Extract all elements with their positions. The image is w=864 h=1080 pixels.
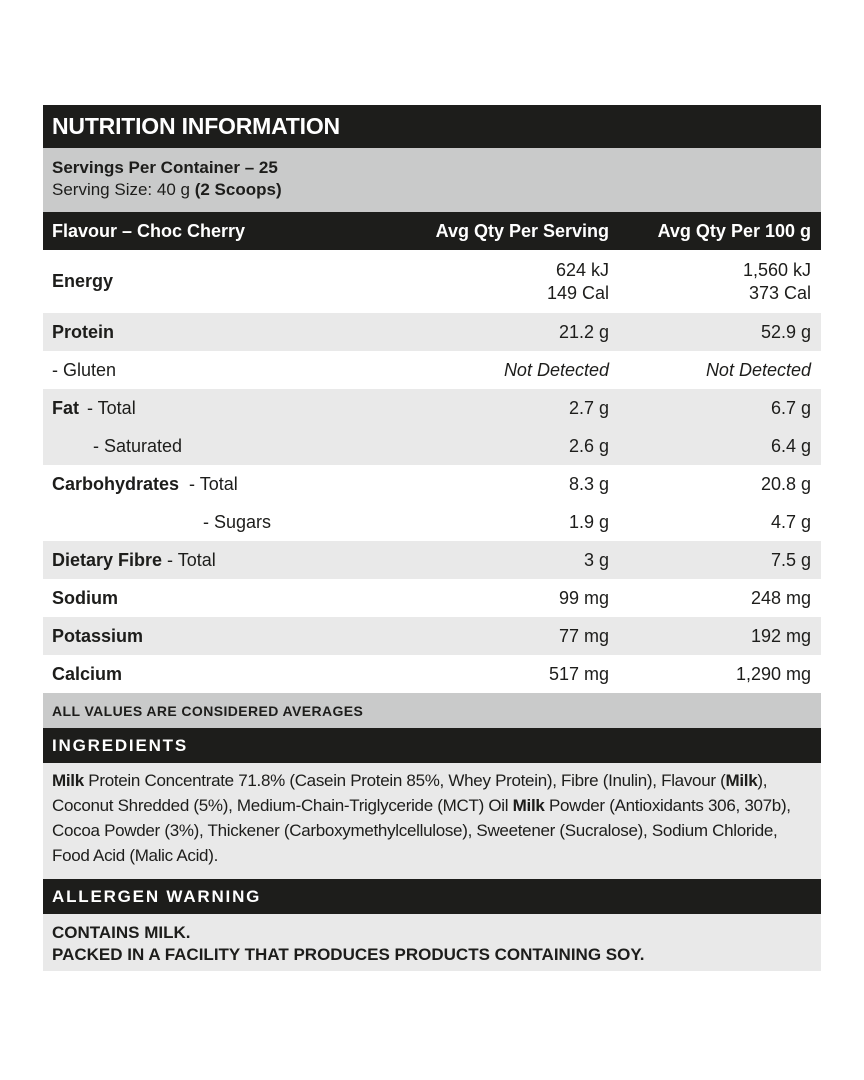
row-label: Calcium	[52, 663, 123, 684]
ingredient-text: ), Coconut Shredded (5%), Medium-Chain-Triglyceride (MCT) Oil	[52, 771, 768, 815]
ingredient-text: Powder (Antioxidants 306, 307b), Cocoa Powder (3%), Thickener (Carboxymethylcellulose), Sweetener (Sucralose), Sodium Chloride, Food Acid (Malic Acid).	[52, 796, 791, 865]
row-per100: 20.8 g	[760, 473, 811, 494]
row-serving: 2.7 g	[568, 397, 609, 418]
table-row-fat-total	[43, 389, 821, 427]
row-label: Potassium	[52, 625, 144, 646]
row-serving: 99 mg	[558, 587, 609, 608]
row-serving: 3 g	[583, 549, 609, 570]
servings-info	[43, 148, 821, 212]
table-row-energy	[43, 250, 821, 313]
header-flavour: Flavour – Choc Cherry	[52, 220, 246, 241]
table-row-protein	[43, 313, 821, 351]
row-per100: 4.7 g	[770, 511, 811, 532]
table-row-potassium	[43, 617, 821, 655]
allergen-contains: CONTAINS MILK.	[52, 923, 191, 942]
table-row-calcium	[43, 655, 821, 693]
energy-per100-cal: 373 Cal	[748, 282, 811, 303]
averages-note: ALL VALUES ARE CONSIDERED AVERAGES	[43, 693, 821, 728]
row-sublabel: - Total	[167, 549, 216, 570]
row-label: Protein	[52, 321, 115, 342]
row-per100: 1,290 mg	[735, 663, 811, 684]
row-per100: 248 mg	[750, 587, 811, 608]
row-per100: 7.5 g	[770, 549, 811, 570]
servings-per-container: Servings Per Container – 25	[52, 158, 278, 177]
ingredients-heading: INGREDIENTS	[43, 728, 821, 763]
table-row-carbohydrates-total	[43, 465, 821, 503]
row-label: Sodium	[52, 587, 118, 608]
header-per-100g: Avg Qty Per 100 g	[657, 220, 811, 241]
nutrition-title: NUTRITION INFORMATION	[43, 105, 821, 148]
energy-per100	[609, 259, 811, 305]
row-sublabel: - Total	[87, 397, 136, 418]
serving-size-prefix: Serving Size: 40 g	[52, 180, 195, 199]
row-serving: 21.2 g	[558, 321, 609, 342]
row-sublabel: - Total	[189, 473, 238, 494]
row-serving: Not Detected	[503, 359, 609, 380]
row-serving: 8.3 g	[568, 473, 609, 494]
table-row-fat-saturated	[43, 427, 821, 465]
serving-size	[52, 179, 812, 201]
row-per100: 52.9 g	[760, 321, 811, 342]
row-label: Energy	[52, 271, 114, 291]
row-serving: 1.9 g	[568, 511, 609, 532]
energy-per100-kj: 1,560 kJ	[742, 259, 811, 280]
row-sublabel: - Gluten	[52, 359, 117, 380]
table-header	[43, 212, 821, 250]
row-per100: 6.4 g	[770, 435, 811, 456]
table-row-sodium	[43, 579, 821, 617]
header-per-serving: Avg Qty Per Serving	[435, 220, 609, 241]
ingredient-milk: Milk	[725, 771, 758, 790]
row-per100: Not Detected	[705, 359, 811, 380]
allergen-facility: PACKED IN A FACILITY THAT PRODUCES PRODUCTS CONTAINING SOY.	[52, 945, 645, 964]
row-per100: 6.7 g	[770, 397, 811, 418]
allergen-warning	[43, 914, 821, 971]
table-row-gluten	[43, 351, 821, 389]
row-sublabel: - Sugars	[203, 511, 272, 532]
nutrition-panel	[43, 105, 821, 971]
row-sublabel: - Saturated	[93, 435, 183, 456]
table-row-sugars	[43, 503, 821, 541]
energy-serving	[413, 259, 609, 305]
row-serving: 517 mg	[548, 663, 609, 684]
ingredient-milk: Milk	[52, 771, 84, 790]
row-per100: 192 mg	[750, 625, 811, 646]
row-label: Carbohydrates	[52, 473, 180, 494]
energy-serving-cal: 149 Cal	[546, 282, 609, 303]
energy-serving-kj: 624 kJ	[555, 259, 609, 280]
row-label: Fat	[52, 397, 79, 418]
row-serving: 2.6 g	[568, 435, 609, 456]
ingredients-text	[43, 763, 821, 879]
row-label: Dietary Fibre	[52, 549, 163, 570]
row-serving: 77 mg	[558, 625, 609, 646]
table-row-dietary-fibre	[43, 541, 821, 579]
allergen-heading: ALLERGEN WARNING	[43, 879, 821, 914]
ingredient-milk: Milk	[512, 796, 545, 815]
serving-size-scoops: (2 Scoops)	[194, 180, 282, 199]
ingredient-text: Protein Concentrate 71.8% (Casein Protein 85%, Whey Protein), Fibre (Inulin), Flavour (	[83, 771, 726, 790]
